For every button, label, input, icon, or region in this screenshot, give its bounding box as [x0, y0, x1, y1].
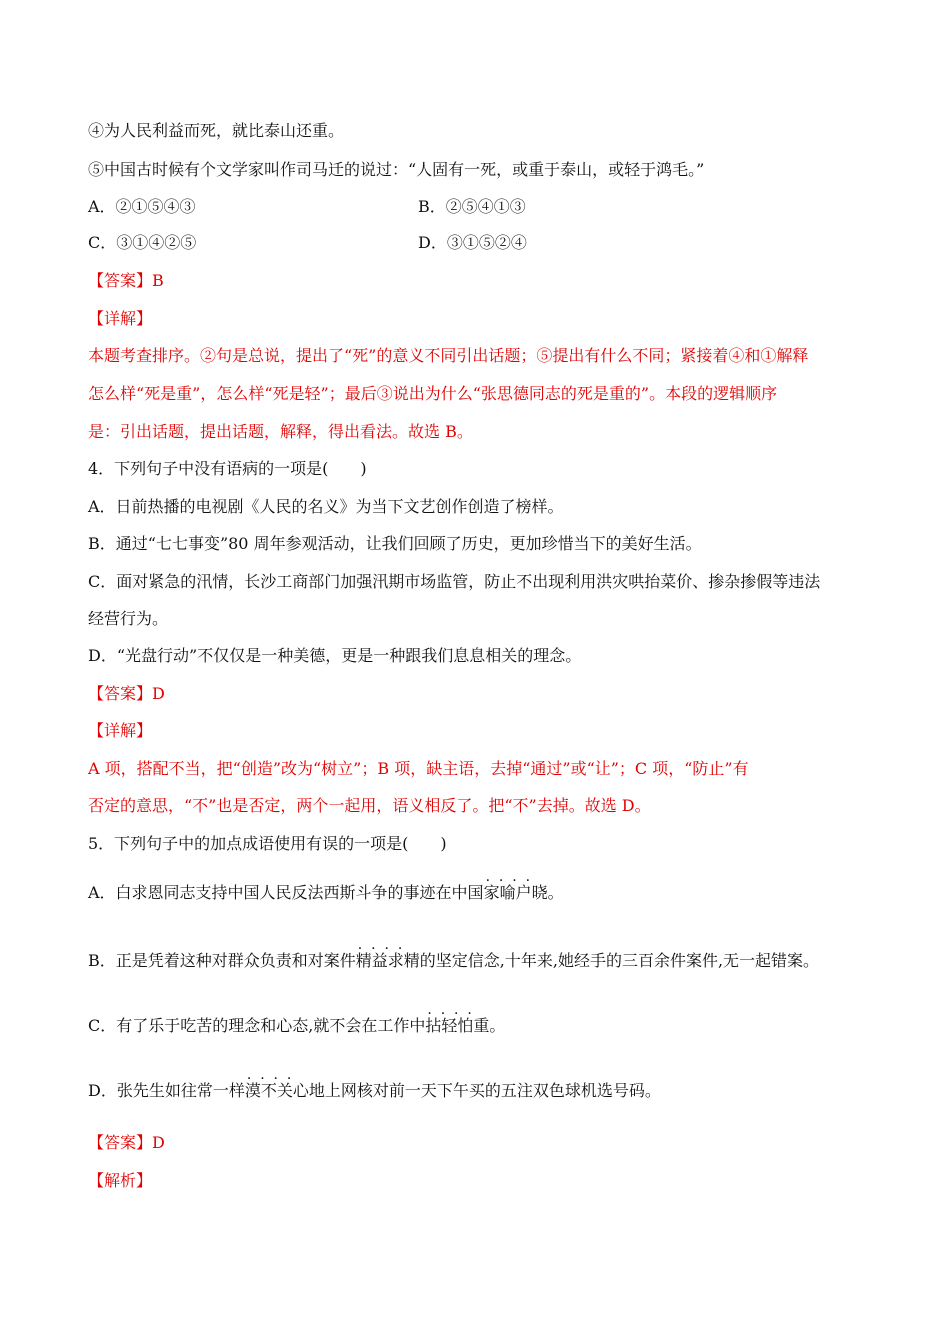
q5-choice-d: [88, 1080, 661, 1102]
q5-answer: 【答案】D: [88, 1133, 165, 1152]
q3-choice-c: C．③①④②⑤: [88, 233, 197, 252]
q3-detail-line-2: 怎么样“死是重”，怎么样“死是轻”；最后③说出为什么“张思德同志的死是重的”。本段的逻辑顺序: [88, 384, 778, 403]
q4-choice-c-line-2: 经营行为。: [88, 609, 169, 628]
q5-c-dotted-idiom: · · 拈轻怕重: [425, 1015, 489, 1037]
q5-stem: 5．下列句子中的加点成语使用有误的一项是( ): [88, 834, 447, 853]
q4-choice-c-line-1: C．面对紧急的汛情，长沙工商部门加强汛期市场监管，防止不出现利用洪灾哄抬菜价、掺杂掺假等违法: [88, 572, 821, 591]
q5-choice-a: [88, 882, 564, 904]
q4-detail-label: 【详解】: [88, 721, 153, 740]
q4-choice-a: A．日前热播的电视剧《人民的名义》为当下文艺创作创造了榜样。: [88, 497, 564, 516]
q3-choice-d: D．③①⑤②④: [418, 233, 527, 252]
q3-detail-label: 【详解】: [88, 309, 153, 328]
q5-a-end: 。: [547, 883, 564, 902]
q3-choice-a: A．②①⑤④③: [88, 197, 196, 216]
q4-detail-line-2: 否定的意思，“不”也是否定，两个一起用，语义相反了。把“不”去掉。故选 D。: [88, 796, 651, 815]
q4-answer: 【答案】D: [88, 684, 165, 703]
q4-choice-b: B．通过“七七事变”80 周年参观活动，让我们回顾了历史，更加珍惜当下的美好生活。: [88, 534, 702, 553]
q5-c-text: C．有了乐于吃苦的理念和心态,就不会在工作中: [88, 1016, 426, 1035]
q4-detail-line-1: A 项，搭配不当，把“创造”改为“树立”；B 项，缺主语，去掉“通过”或“让”；C 项，“防止”有: [88, 759, 749, 778]
q5-b-end: 的坚定信念,十年来,她经手的三百余件案件,无一起错案。: [419, 951, 820, 970]
q4-stem: 4．下列句子中没有语病的一项是( ): [88, 459, 367, 478]
q5-d-text: D．张先生如往常一样: [88, 1081, 245, 1100]
q3-detail-line-3: 是：引出话题，提出话题，解释，得出看法。故选 B。: [88, 422, 473, 441]
q5-analysis-label: 【解析】: [88, 1171, 153, 1190]
q5-b-dotted-idiom: · · 精益求精: [356, 950, 420, 972]
q4-choice-d: D．“光盘行动”不仅仅是一种美德，更是一种跟我们息息相关的理念。: [88, 646, 582, 665]
option-line-5: ⑤中国古时候有个文学家叫作司马迁的说过：“人固有一死，或重于泰山，或轻于鸿毛。”: [88, 160, 705, 179]
q5-d-end: 地上网核对前一天下午买的五注双色球机选号码。: [308, 1081, 661, 1100]
q5-a-text: A．白求恩同志支持中国人民反法西斯斗争的事迹在中国: [88, 883, 484, 902]
q3-answer: 【答案】B: [88, 271, 164, 290]
option-line-4: ④为人民利益而死，就比泰山还重。: [88, 121, 345, 140]
q3-detail-line-1: 本题考查排序。②句是总说，提出了“死”的意义不同引出话题；⑤提出有什么不同；紧接着④和①解释: [88, 346, 809, 365]
q5-choice-b: [88, 950, 819, 972]
q5-choice-c: [88, 1015, 505, 1037]
q3-choice-b: B．②⑤④①③: [418, 197, 526, 216]
q5-d-dotted-idiom: · · 漠不关心: [245, 1080, 309, 1102]
q5-a-dotted-idiom: · · 家喻户晓: [484, 882, 548, 904]
q5-b-text: B．正是凭着这种对群众负责和对案件: [88, 951, 356, 970]
q5-c-end: 。: [489, 1016, 506, 1035]
